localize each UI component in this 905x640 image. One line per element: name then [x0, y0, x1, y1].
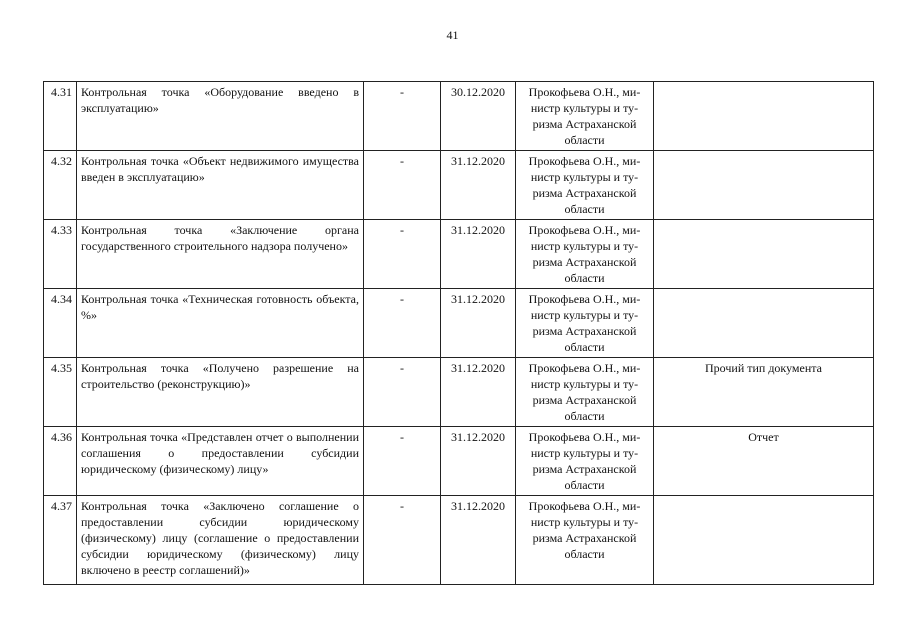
- row-number: 4.32: [44, 151, 77, 220]
- document-type: [654, 496, 874, 585]
- responsible-line: области: [564, 202, 605, 216]
- responsible-line: нистр культуры и ту-: [530, 308, 639, 322]
- responsible-line: Прокофьева О.Н., ми-: [528, 361, 641, 375]
- responsible-person: [516, 151, 654, 220]
- control-points-table: [43, 81, 874, 585]
- table-row: [44, 427, 874, 496]
- responsible-person: [516, 496, 654, 585]
- responsible-person: [516, 427, 654, 496]
- control-point-name: Контрольная точка «Заключение органа государственного строительного надзора получено»: [77, 220, 364, 289]
- deadline-date: 31.12.2020: [441, 220, 516, 289]
- base-value: -: [364, 358, 441, 427]
- responsible-person: [516, 289, 654, 358]
- document-type: [654, 289, 874, 358]
- base-value: -: [364, 151, 441, 220]
- responsible-line: ризма Астраханской: [532, 393, 637, 407]
- responsible-line: нистр культуры и ту-: [530, 377, 639, 391]
- responsible-line: ризма Астраханской: [532, 324, 637, 338]
- responsible-line: области: [564, 547, 605, 561]
- row-number: 4.33: [44, 220, 77, 289]
- deadline-date: 31.12.2020: [441, 358, 516, 427]
- table-row: [44, 220, 874, 289]
- table-row: [44, 289, 874, 358]
- responsible-line: области: [564, 340, 605, 354]
- control-point-name: Контрольная точка «Объект недвижимого имущества введен в эксплуатацию»: [77, 151, 364, 220]
- responsible-line: Прокофьева О.Н., ми-: [528, 499, 641, 513]
- responsible-line: нистр культуры и ту-: [530, 101, 639, 115]
- page-number: 41: [446, 28, 459, 42]
- responsible-line: Прокофьева О.Н., ми-: [528, 292, 641, 306]
- table-row: [44, 358, 874, 427]
- base-value: -: [364, 82, 441, 151]
- responsible-person: [516, 358, 654, 427]
- table-row: [44, 151, 874, 220]
- responsible-line: ризма Астраханской: [532, 255, 637, 269]
- responsible-line: Прокофьева О.Н., ми-: [528, 85, 641, 99]
- responsible-line: области: [564, 478, 605, 492]
- table-row: [44, 82, 874, 151]
- document-type: [654, 220, 874, 289]
- responsible-line: Прокофьева О.Н., ми-: [528, 154, 641, 168]
- responsible-line: ризма Астраханской: [532, 462, 637, 476]
- control-point-name: Контрольная точка «Оборудование введено в эксплуатацию»: [77, 82, 364, 151]
- control-point-name: Контрольная точка «Заключено соглашение о предоставлении субсидии юридическому (физическому) лицу (соглашение о предоставлении субсидии юридическому (физическому) лицу включено в реестр соглашений)»: [77, 496, 364, 585]
- row-number: 4.34: [44, 289, 77, 358]
- responsible-line: Прокофьева О.Н., ми-: [528, 430, 641, 444]
- base-value: -: [364, 220, 441, 289]
- row-number: 4.31: [44, 82, 77, 151]
- base-value: -: [364, 496, 441, 585]
- deadline-date: 31.12.2020: [441, 427, 516, 496]
- document-type: [654, 82, 874, 151]
- deadline-date: 31.12.2020: [441, 289, 516, 358]
- row-number: 4.35: [44, 358, 77, 427]
- responsible-line: нистр культуры и ту-: [530, 239, 639, 253]
- deadline-date: 31.12.2020: [441, 151, 516, 220]
- deadline-date: 31.12.2020: [441, 496, 516, 585]
- responsible-line: области: [564, 133, 605, 147]
- control-point-name: Контрольная точка «Представлен отчет о выполнении соглашения о предоставлении субсидии юридическому (физическому) лицу»: [77, 427, 364, 496]
- row-number: 4.37: [44, 496, 77, 585]
- responsible-person: [516, 220, 654, 289]
- responsible-line: нистр культуры и ту-: [530, 170, 639, 184]
- base-value: -: [364, 427, 441, 496]
- responsible-line: нистр культуры и ту-: [530, 446, 639, 460]
- responsible-line: Прокофьева О.Н., ми-: [528, 223, 641, 237]
- responsible-person: [516, 82, 654, 151]
- control-point-name: Контрольная точка «Техническая готовность объекта, %»: [77, 289, 364, 358]
- document-type: Прочий тип документа: [654, 358, 874, 427]
- control-point-name: Контрольная точка «Получено разрешение на строительство (реконструкцию)»: [77, 358, 364, 427]
- responsible-line: ризма Астраханской: [532, 117, 637, 131]
- deadline-date: 30.12.2020: [441, 82, 516, 151]
- responsible-line: ризма Астраханской: [532, 186, 637, 200]
- document-type: Отчет: [654, 427, 874, 496]
- responsible-line: области: [564, 271, 605, 285]
- base-value: -: [364, 289, 441, 358]
- responsible-line: ризма Астраханской: [532, 531, 637, 545]
- document-type: [654, 151, 874, 220]
- responsible-line: нистр культуры и ту-: [530, 515, 639, 529]
- table-row: [44, 496, 874, 585]
- responsible-line: области: [564, 409, 605, 423]
- row-number: 4.36: [44, 427, 77, 496]
